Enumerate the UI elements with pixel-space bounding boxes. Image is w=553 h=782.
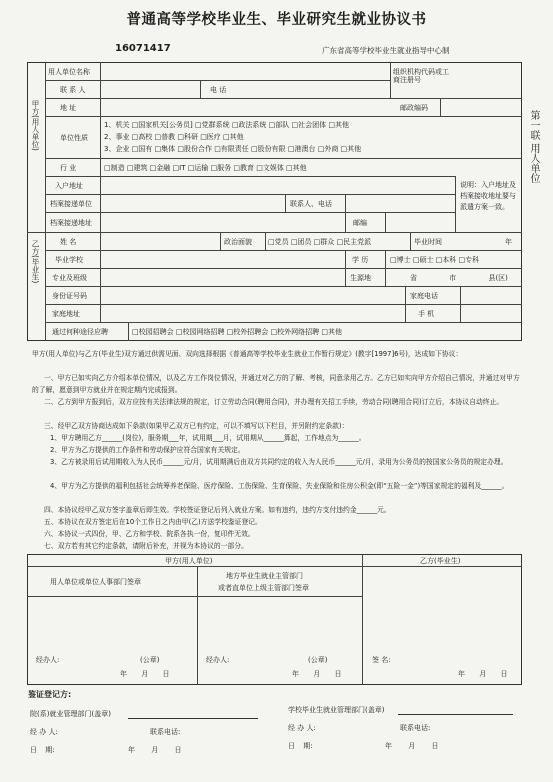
- serial-number: 16071417: [115, 43, 171, 54]
- term-2: 二、乙方到甲方报到后，双方应按有关法律法规的规定，订立劳动合同(聘用合同)，并办理有关招工手续，劳动合同(聘用合同)订立后，本协议自动终止。: [44, 398, 504, 406]
- verification-date-b-label: 日 期:: [288, 742, 313, 750]
- id-number-label: 身份证号码: [52, 292, 87, 300]
- document-title: 普通高等学校毕业生、毕业研究生就业协议书: [126, 12, 427, 28]
- sig-party-b-header: 乙方(毕业生): [420, 557, 461, 565]
- sig-auth-seal: (公章): [308, 656, 328, 664]
- verification-phone-a: 联系电话:: [150, 728, 181, 736]
- verification-handler-a: 经 办 人:: [30, 728, 58, 736]
- sig-auth-date: 年 月 日: [292, 670, 342, 678]
- home-phone-label: 家庭电话: [410, 292, 438, 300]
- origin-label: 生源地: [350, 274, 371, 282]
- party-b-label: 乙方(毕业生): [31, 240, 40, 284]
- term-3-1: 1、甲方聘用乙方______(岗位)，服务期___年，试用期___月，试用期从______算起，工作地点为______。: [50, 434, 366, 442]
- verification-dept: 院(系)就业管理部门(盖章): [30, 710, 111, 718]
- unit-name-label: 用人单位名称: [48, 68, 90, 76]
- unit-nature-label: 单位性质: [60, 134, 88, 142]
- postcode-label: 邮政编码: [400, 104, 428, 112]
- name-label: 姓 名: [60, 238, 77, 246]
- term-3: 三、经甲乙双方协商达成如下条款(如果甲乙双方已有约定，可以不填写以下栏目，并另附约定条款)：: [44, 422, 349, 430]
- major-label: 专业及班级: [52, 274, 87, 282]
- verification-date-a-label: 日 期:: [30, 746, 55, 754]
- verification-handler-b: 经 办 人:: [288, 724, 316, 732]
- sig-party-a-header: 甲方(用人单位): [165, 557, 213, 565]
- term-3-3: 3、乙方被录用后试用期收入为人民币______元/月，试用期满后由双方共同约定的收入为人民币______元/月，录用为公务员的按国家公务员的规定办理。: [50, 458, 508, 466]
- contact-label: 联 系 人: [60, 86, 86, 94]
- channel-options[interactable]: □校园招聘会 □校园网络招聘 □校外招聘会 □校外网络招聘 □其他: [132, 328, 342, 336]
- industry-label: 行 业: [60, 164, 77, 172]
- authority-seal-line1: 地方毕业生就业主管部门: [226, 572, 303, 580]
- home-address-label: 家庭地址: [52, 310, 80, 318]
- term-3-4: 4、甲方为乙方提供的福利包括社会统筹养老保险、医疗保险、工伤保险、生育保险、失业保险和住房公积金(即“五险一金”)等国家规定的福利及______。: [50, 482, 509, 490]
- sig-b-date: 年 月 日: [458, 670, 508, 678]
- grad-year-label: 年: [505, 238, 512, 246]
- address-note: 说明：入户地址及档案接收地址要与派遣方案一致。: [460, 181, 516, 211]
- org-code-label: 组织机构代码或工商注册号: [393, 68, 449, 84]
- nature-row-2[interactable]: 2、事业 □高校 □普教 □科研 □医疗 □其他: [104, 133, 244, 141]
- school-label: 毕业学校: [55, 256, 83, 264]
- phone-label: 电 话: [210, 86, 227, 94]
- nature-row-1[interactable]: 1、机关 □国家机关[公务员] □党群系统 □政法系统 □部队 □社会团体 □其他: [104, 121, 349, 129]
- address-label: 地 址: [60, 104, 77, 112]
- sig-auth-handler: 经办人:: [206, 656, 230, 664]
- archive-address-label: 档案接递地址: [50, 219, 92, 227]
- form-frame: [27, 62, 522, 341]
- sig-a-date: 年 月 日: [120, 670, 170, 678]
- sig-a-handler: 经办人:: [36, 656, 60, 664]
- issuer: 广东省高等学校毕业生就业指导中心制: [322, 46, 450, 55]
- politics-label: 政治面貌: [224, 238, 252, 246]
- party-a-label: 甲方(用人单位): [31, 100, 40, 151]
- degree-options[interactable]: □博士 □硕士 □本科 □专科: [390, 256, 480, 264]
- term-6: 六、本协议一式四份，甲、乙方和学校、院系各执一份，复印件无效。: [44, 530, 255, 538]
- verification-phone-b: 联系电话:: [400, 724, 431, 732]
- verification-date-b: 年 月 日: [385, 742, 439, 750]
- archive-postcode-label: 邮编: [353, 219, 367, 227]
- origin-fill: 省 市 县(区): [410, 274, 508, 282]
- channel-label: 通过何种途径应聘: [52, 328, 108, 336]
- term-7: 七、双方若有其它约定条款，请附后补充，并视为本协议的一部分。: [44, 542, 248, 550]
- copy-label: 第一联 用人单位: [528, 110, 539, 184]
- unit-seal-label: 用人单位或单位人事部门签章: [50, 578, 141, 586]
- degree-label: 学 历: [352, 256, 369, 264]
- nature-row-3[interactable]: 3、企业 □国有 □集体 □股份合作 □有限责任 □股份有限 □港澳台 □外商 □其他: [104, 145, 362, 153]
- term-3-2: 2、甲方为乙方提供的工作条件和劳动保护应符合国家有关规定。: [50, 446, 245, 454]
- authority-seal-line2: 或者直单位上级主管部门签章: [218, 584, 309, 592]
- hukou-address-label: 入户地址: [55, 182, 83, 190]
- verification-date-a: 年 月 日: [128, 746, 182, 754]
- industry-options[interactable]: □制造 □建筑 □金融 □IT □运输 □服务 □教育 □文娱体 □其他: [104, 164, 307, 172]
- verification-school-dept: 学校毕业生就业管理部门(盖章): [288, 706, 385, 714]
- mobile-label: 手 机: [418, 310, 435, 318]
- terms-intro: 甲方(用人单位)与乙方(毕业生)双方通过供需见面、双向选择根据《普通高等学校毕业生就业工作暂行规定》(教字[1997]6号)，达成如下协议：: [32, 350, 463, 358]
- verification-title: 鉴证登记方:: [28, 690, 72, 699]
- sig-b-sign: 签 名:: [372, 656, 391, 664]
- term-1: 一、甲方已如实向乙方介绍本单位情况，以及乙方工作岗位情况，并通过对乙方的了解、考核，同意录用乙方。乙方已如实向甲方介绍自己情况，并通过对甲方的了解，愿意到甲方就业并在规定期内完成报到。: [32, 374, 520, 394]
- politics-options[interactable]: □党员 □团员 □群众 □民主党派: [268, 238, 372, 246]
- archive-unit-label: 档案接递单位: [50, 200, 92, 208]
- archive-contact-label: 联系人、电话: [290, 200, 332, 208]
- term-4: 四、本协议经甲乙双方签字盖章后即生效。学校签证登记后列入就业方案。如有违约，违约方支付违约金______元。: [44, 506, 391, 514]
- sig-a-seal: (公章): [140, 656, 160, 664]
- grad-time-label: 毕业时间: [414, 238, 442, 246]
- term-5: 五、本协议在双方签定后在10个工作日之内由甲(乙)方送学校鉴证登记。: [44, 518, 262, 526]
